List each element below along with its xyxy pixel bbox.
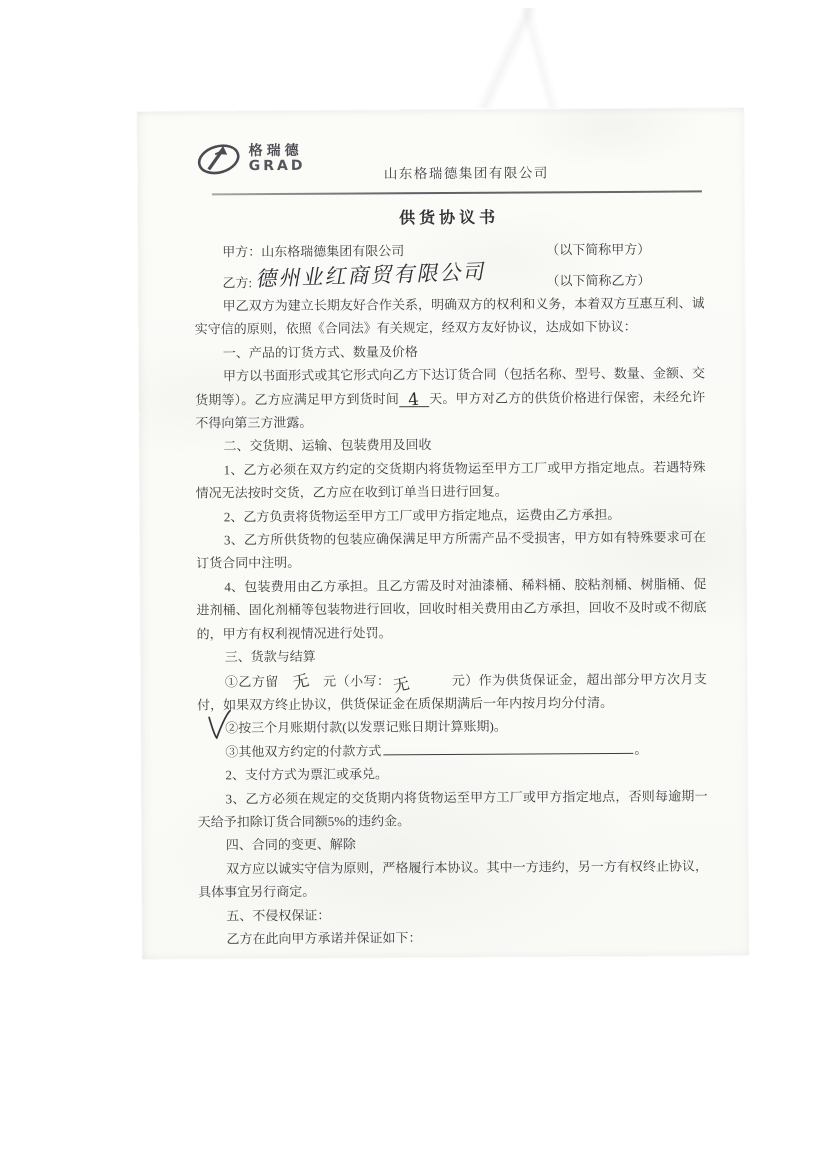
party-b-row [194, 259, 704, 294]
letterhead-company-name: 山东格瑞德集团有限公司 [383, 165, 549, 182]
deposit-amount-small-handwritten: 无 [391, 673, 412, 696]
intro-paragraph: 甲乙双方为建立长期友好合作关系，明确双方的权利和义务，本着双方互惠互利、诚实守信的原则，依照《合同法》有关规定，经双方友好协议，达成如下协议： [194, 295, 705, 337]
clause-late-penalty: 3、乙方必须在规定的交货期内将货物运至甲方工厂或甲方指定地点，否则每逾期一天给予扣除订货合同额5%的违约金。 [197, 787, 708, 830]
section4-heading: 四、合同的变更、解除 [225, 836, 356, 853]
clause-delivery-2: 2、乙方负责将货物运至甲方工厂或甲方指定地点，运费由乙方承担。 [223, 506, 621, 524]
clause-other-payment: ③其他双方约定的付款方式 。 [225, 741, 648, 760]
clause-packaging-3: 3、乙方所供货物的包装应确保满足甲方所需产品不受损害，甲方如有特殊要求可在订货合同中注明。 [196, 529, 707, 571]
party-a-note: （以下简称甲方） [546, 241, 651, 258]
document-title: 供货协议书 [398, 207, 500, 228]
logo-chinese-name: 格瑞德 [248, 143, 303, 160]
scan-crease-marks [380, 8, 640, 108]
contract-paper [137, 108, 748, 959]
section1-heading: 一、产品的订货方式、数量及价格 [222, 343, 418, 361]
grad-logo-icon [196, 141, 242, 177]
letterhead [194, 130, 704, 197]
delivery-days-blank [399, 389, 429, 411]
contract-content [137, 108, 748, 959]
letterhead-underline [212, 190, 702, 195]
grad-logo-text [249, 144, 306, 174]
clause-packaging-4: 4、包装费用由乙方承担。且乙方需及时对油漆桶、稀料桶、胶粘剂桶、树脂桶、促进剂桶、固化剂桶等包装物进行回收，回收时相关费用由乙方承担，回收不及时或不彻底的，甲方有权利视情况进行处罚。 [196, 576, 707, 642]
clause-payment-term-checked: ②按三个月账期付款(以发票记账日期计算账期)。 [197, 714, 707, 741]
deposit-amount-handwritten: 无 [290, 669, 311, 692]
clause-deposit: ①乙方留 无 元（小写：无 元）作为供货保证金，超出部分甲方次月支付，如果双方终止协议，供货保证金在质保期满后一年内按月均分付清。 [197, 666, 707, 717]
clause-payment-form: 2、支付方式为票汇或承兑。 [225, 766, 389, 783]
clause-ordering: 甲方以书面形式或其它形式向乙方下达订货合同（包括名称、型号、数量、金额、交货期等）。乙方应满足甲方到货时间 4 天。甲方对乙方的供货价格进行保密，未经允许不得向第三方泄露。 [195, 365, 706, 431]
logo-latin-name: GRAD [248, 157, 306, 175]
party-b-label: 乙方: [222, 275, 253, 291]
clause-delivery-1: 1、乙方必须在双方约定的交货期内将货物运至甲方工厂或甲方指定地点。若遇特殊情况无法按时交货，乙方应在收到订单当日进行回复。 [195, 459, 706, 501]
delivery-days-handwritten: 4 [407, 389, 421, 411]
party-b-note: （以下简称乙方） [546, 272, 651, 289]
party-a-name: 甲方：山东格瑞德集团有限公司 [222, 243, 405, 260]
section5-heading: 五、不侵权保证： [226, 907, 331, 923]
payment-method-blank [383, 740, 633, 756]
clause-noninfringement-lead: 乙方在此向甲方承诺并保证如下： [226, 930, 422, 947]
grad-logo [196, 141, 306, 178]
section3-heading: 三、货款与结算 [224, 648, 316, 665]
party-b-name-handwritten: 德州业红商贸有限公司 [254, 259, 489, 292]
clause-termination: 双方应以诚实守信为原则，严格履行本协议。其中一方违约，另一方有权终止协议，具体事宜另行商定。 [198, 858, 709, 900]
contract-body [195, 291, 709, 950]
section2-heading: 二、交货期、运输、包装费用及回收 [223, 437, 432, 454]
